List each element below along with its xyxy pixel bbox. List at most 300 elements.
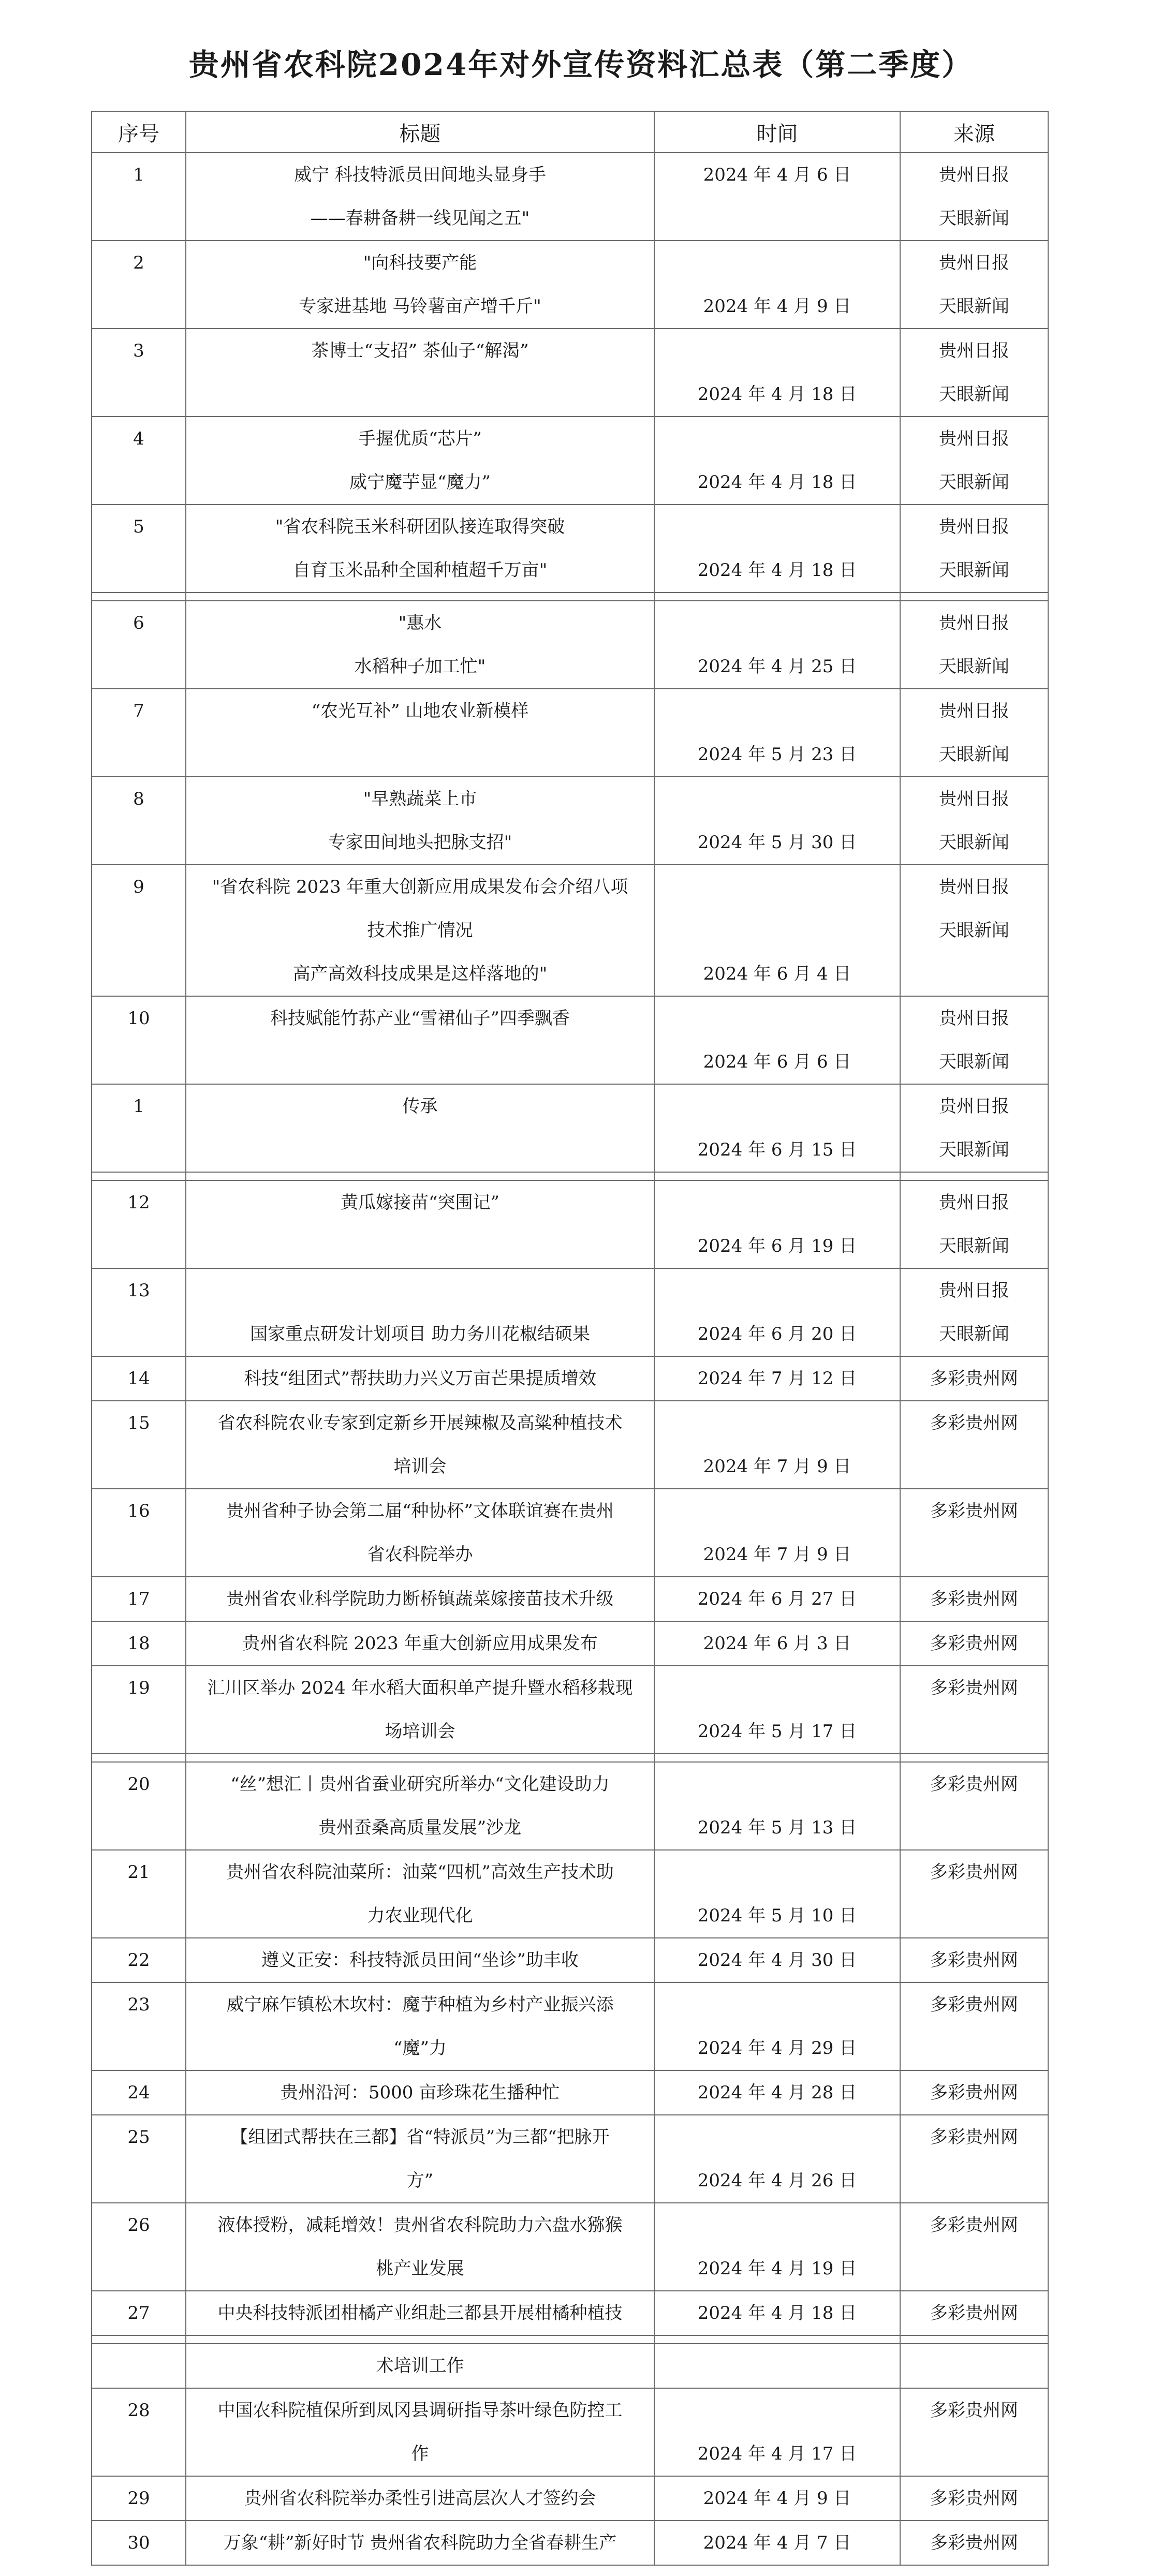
row-title (186, 1621, 654, 1666)
row-source-line: 贵州日报 (939, 789, 1009, 809)
row-number-text: 1 (133, 1096, 144, 1117)
row-title-line: “农光互补” 山地农业新模样 (311, 701, 529, 721)
row-source-line: 天眼新闻 (939, 1052, 1009, 1072)
row-source-line: 多彩贵州网 (930, 1633, 1018, 1654)
row-title (186, 777, 654, 865)
row-time-line (655, 2203, 900, 2247)
row-time-line: 2024 年 4 月 6 日 (703, 165, 851, 185)
row-title-line: 传承 (402, 1096, 438, 1117)
table-row (92, 601, 1048, 689)
header-title: 标题 (186, 111, 654, 153)
row-time-line (655, 865, 900, 909)
separator-cell (92, 1172, 186, 1180)
row-time-line: 2024 年 7 月 9 日 (703, 1544, 851, 1565)
row-time-line (655, 2389, 900, 2432)
row-title-line: 水稻种子加工忙" (354, 656, 486, 677)
row-time-line (655, 1269, 900, 1312)
row-title-line: 省农科院举办 (367, 1544, 473, 1565)
row-source-line: 天眼新闻 (939, 472, 1009, 493)
row-title-line: 贵州省农科院 2023 年重大创新应用成果发布 (242, 1633, 598, 1654)
row-source (900, 1084, 1048, 1172)
row-time (654, 2476, 900, 2521)
row-time-line: 2024 年 6 月 19 日 (697, 1236, 857, 1256)
row-title (186, 1982, 654, 2070)
row-number-text: 2 (133, 253, 144, 273)
row-number (92, 689, 186, 777)
row-number-text: 17 (127, 1589, 150, 1609)
row-time-line: 2024 年 7 月 12 日 (697, 1368, 857, 1389)
row-number-text: 22 (127, 1950, 150, 1971)
row-number (92, 601, 186, 689)
row-source-line: 天眼新闻 (939, 1324, 1009, 1344)
row-title (186, 2344, 654, 2388)
row-source-line: 多彩贵州网 (930, 1368, 1018, 1389)
row-source-line: 多彩贵州网 (930, 2303, 1018, 2323)
table-row (92, 865, 1048, 996)
row-number (92, 2344, 186, 2388)
row-time (654, 417, 900, 505)
row-title-line: 培训会 (393, 1456, 447, 1477)
row-number-text: 7 (133, 701, 144, 721)
row-source (900, 1850, 1048, 1938)
row-source-line: 多彩贵州网 (930, 1589, 1018, 1609)
row-title-line: 省农科院农业专家到定新乡开展辣椒及高粱种植技术 (217, 1413, 623, 1433)
row-source-line: 多彩贵州网 (930, 1501, 1018, 1521)
row-title (186, 241, 654, 329)
row-number (92, 329, 186, 417)
row-number (92, 2476, 186, 2521)
separator-cell (186, 593, 654, 601)
row-time-line (655, 1489, 900, 1533)
row-number-text: 15 (127, 1413, 150, 1433)
row-source-line: 天眼新闻 (939, 920, 1009, 941)
row-source-line (901, 952, 1048, 996)
row-number-text: 24 (127, 2082, 150, 2103)
row-number (92, 1356, 186, 1401)
row-title (186, 1762, 654, 1850)
row-title-line: 贵州省种子协会第二届“种协杯”文体联谊赛在贵州 (226, 1501, 614, 1521)
row-title-line: "省农科院 2023 年重大创新应用成果发布会介绍八项 (212, 877, 628, 897)
row-source (900, 689, 1048, 777)
row-source-line (901, 2432, 1048, 2476)
row-time (654, 2291, 900, 2335)
row-source-line: 多彩贵州网 (930, 2215, 1018, 2236)
separator-cell (92, 1754, 186, 1762)
row-title-line: 黄瓜嫁接苗“突围记” (341, 1192, 499, 1213)
row-title (186, 1356, 654, 1401)
separator-cell (186, 1172, 654, 1180)
row-source (900, 777, 1048, 865)
row-source (900, 1489, 1048, 1577)
row-source-line: 贵州日报 (939, 516, 1009, 537)
row-time-line: 2024 年 4 月 9 日 (703, 296, 851, 317)
row-number-text: 26 (127, 2215, 150, 2236)
separator-cell (900, 1754, 1048, 1762)
row-title-line: 液体授粉，减耗增效！贵州省农科院助力六盘水猕猴 (217, 2215, 623, 2236)
row-number (92, 865, 186, 996)
row-title (186, 2388, 654, 2476)
row-source (900, 2291, 1048, 2335)
row-time (654, 1850, 900, 1938)
row-number (92, 1666, 186, 1754)
row-number (92, 2070, 186, 2115)
table-row (92, 2203, 1048, 2291)
row-title-line: 威宁麻乍镇松木坎村：魔芋种植为乡村产业振兴添 (226, 1994, 614, 2015)
row-title (186, 1938, 654, 1982)
row-time-line: 2024 年 5 月 13 日 (697, 1817, 857, 1838)
row-source (900, 241, 1048, 329)
row-source-line: 贵州日报 (939, 1096, 1009, 1117)
row-time (654, 2521, 900, 2565)
row-source (900, 505, 1048, 593)
row-number (92, 241, 186, 329)
table-row (92, 1577, 1048, 1621)
row-source (900, 2203, 1048, 2291)
separator-cell (900, 2335, 1048, 2344)
row-title-line: 场培训会 (385, 1721, 455, 1742)
row-title-line: 方” (406, 2170, 434, 2191)
header-time: 时间 (654, 111, 900, 153)
table-row (92, 1938, 1048, 1982)
row-number (92, 505, 186, 593)
row-time-line: 2024 年 4 月 18 日 (697, 560, 857, 581)
row-title-line: “魔”力 (393, 2038, 447, 2059)
row-source-line: 多彩贵州网 (930, 2082, 1018, 2103)
table-row (92, 329, 1048, 417)
row-number-text: 29 (127, 2488, 150, 2509)
row-source-line (901, 2026, 1048, 2070)
section-separator (92, 1172, 1048, 1180)
row-title-line: 力农业现代化 (367, 1905, 473, 1926)
table-row (92, 1621, 1048, 1666)
row-number (92, 1762, 186, 1850)
row-number-text: 18 (127, 1633, 150, 1654)
row-time-line (655, 1850, 900, 1894)
row-title (186, 1401, 654, 1489)
row-source (900, 417, 1048, 505)
row-title-line: 技术推广情况 (367, 920, 473, 941)
row-number-text: 19 (127, 1678, 150, 1698)
table-row (92, 2070, 1048, 2115)
row-time (654, 1356, 900, 1401)
row-time-line (655, 1181, 900, 1224)
section-separator (92, 2335, 1048, 2344)
row-number-text: 3 (133, 340, 144, 361)
row-number-text: 9 (133, 877, 144, 897)
row-source-line: 多彩贵州网 (930, 1950, 1018, 1971)
row-time-line: 2024 年 4 月 7 日 (703, 2533, 851, 2553)
row-source-line: 贵州日报 (939, 253, 1009, 273)
row-source (900, 329, 1048, 417)
row-title (186, 1268, 654, 1356)
row-time-line: 2024 年 4 月 25 日 (697, 656, 857, 677)
table-row (92, 996, 1048, 1084)
header-num: 序号 (92, 111, 186, 153)
row-title-line: 贵州省农业科学院助力断桥镇蔬菜嫁接苗技术升级 (226, 1589, 614, 1609)
row-title-line: 贵州省农科院油菜所：油菜“四机”高效生产技术助 (226, 1862, 614, 1883)
row-number-text: 1 (133, 165, 144, 185)
row-time-line: 2024 年 7 月 9 日 (703, 1456, 851, 1477)
row-source (900, 1621, 1048, 1666)
row-time (654, 153, 900, 241)
row-time-line: 2024 年 4 月 9 日 (703, 2488, 851, 2509)
row-time-line (655, 689, 900, 733)
row-source-line: 天眼新闻 (939, 208, 1009, 229)
row-source-line: 天眼新闻 (939, 656, 1009, 677)
row-time-line (655, 197, 900, 240)
row-time (654, 1489, 900, 1577)
row-title-line (186, 1040, 654, 1084)
separator-cell (900, 1172, 1048, 1180)
row-title-line: 贵州蚕桑高质量发展”沙龙 (318, 1817, 522, 1838)
row-title (186, 689, 654, 777)
row-source-line: 多彩贵州网 (930, 1994, 1018, 2015)
row-time (654, 1401, 900, 1489)
row-source (900, 1356, 1048, 1401)
table-row (92, 505, 1048, 593)
row-title-line (186, 733, 654, 776)
table-row (92, 1982, 1048, 2070)
row-source-line (901, 2247, 1048, 2290)
row-number-text: 27 (127, 2303, 150, 2323)
row-number (92, 2291, 186, 2335)
row-source (900, 1180, 1048, 1268)
table-row (92, 2388, 1048, 2476)
row-source-line (901, 1445, 1048, 1488)
row-time-line (655, 417, 900, 461)
separator-cell (654, 593, 900, 601)
row-title-line: "早熟蔬菜上市 (363, 789, 477, 809)
row-source (900, 601, 1048, 689)
row-time (654, 601, 900, 689)
row-source-line: 贵州日报 (939, 165, 1009, 185)
row-number-text: 25 (127, 2127, 150, 2148)
row-source (900, 1982, 1048, 2070)
row-time-line: 2024 年 4 月 29 日 (697, 2038, 857, 2059)
row-number-text: 28 (127, 2400, 150, 2421)
section-separator (92, 1754, 1048, 1762)
table-row (92, 1666, 1048, 1754)
row-source-line: 多彩贵州网 (930, 1678, 1018, 1698)
row-source (900, 2115, 1048, 2203)
section-separator (92, 593, 1048, 601)
row-source (900, 1666, 1048, 1754)
row-number (92, 1621, 186, 1666)
row-source-line: 天眼新闻 (939, 1139, 1009, 1160)
row-title (186, 2203, 654, 2291)
row-time (654, 1268, 900, 1356)
row-title (186, 1084, 654, 1172)
row-time (654, 1762, 900, 1850)
table-row (92, 153, 1048, 241)
row-source-line (901, 1806, 1048, 1849)
row-time (654, 1180, 900, 1268)
row-number (92, 2521, 186, 2565)
row-source-line (901, 2344, 1048, 2388)
row-number (92, 1489, 186, 1577)
row-title-line (186, 1128, 654, 1172)
row-title-line: 威宁魔芋显“魔力” (349, 472, 491, 493)
row-number (92, 2388, 186, 2476)
row-number (92, 1577, 186, 1621)
row-number (92, 1401, 186, 1489)
row-time-line (655, 777, 900, 821)
row-number-text: 30 (127, 2533, 150, 2553)
row-time (654, 2344, 900, 2388)
row-source-line: 贵州日报 (939, 1008, 1009, 1029)
table-row (92, 1356, 1048, 1401)
row-time-line: 2024 年 6 月 3 日 (703, 1633, 851, 1654)
row-title-line: 国家重点研发计划项目 助力务川花椒结硕果 (250, 1324, 590, 1344)
row-title (186, 1666, 654, 1754)
row-time-line: 2024 年 6 月 27 日 (697, 1589, 857, 1609)
row-source-line (901, 1710, 1048, 1753)
row-time-line: 2024 年 6 月 15 日 (697, 1139, 857, 1160)
row-number (92, 1938, 186, 1982)
row-source-line: 天眼新闻 (939, 560, 1009, 581)
row-source-line: 贵州日报 (939, 1280, 1009, 1301)
table-row (92, 2476, 1048, 2521)
row-title-line: "向科技要产能 (363, 253, 477, 273)
row-number-text: 13 (127, 1280, 150, 1301)
row-time (654, 1621, 900, 1666)
row-number (92, 2203, 186, 2291)
row-title-line: ——春耕备耕一线见闻之五" (310, 208, 530, 229)
row-title-line: 自育玉米品种全国种植超千万亩" (292, 560, 548, 581)
row-source-line: 贵州日报 (939, 1192, 1009, 1213)
row-number (92, 777, 186, 865)
row-title-line: 科技赋能竹荪产业“雪裙仙子”四季飘香 (270, 1008, 570, 1029)
row-source (900, 1577, 1048, 1621)
row-source (900, 1401, 1048, 1489)
row-title (186, 505, 654, 593)
row-source (900, 996, 1048, 1084)
separator-cell (654, 1172, 900, 1180)
row-source-line (901, 1533, 1048, 1576)
row-title-line: 术培训工作 (376, 2356, 464, 2376)
row-source (900, 1268, 1048, 1356)
row-source-line: 多彩贵州网 (930, 2127, 1018, 2148)
row-title (186, 2521, 654, 2565)
row-source-line: 贵州日报 (939, 701, 1009, 721)
row-time (654, 2388, 900, 2476)
row-title-line: 贵州沿河：5000 亩珍珠花生播种忙 (280, 2082, 560, 2103)
row-number-text: 21 (127, 1862, 150, 1883)
row-title-line: 中国农科院植保所到凤冈县调研指导茶叶绿色防控工 (217, 2400, 623, 2421)
row-time-line (655, 1085, 900, 1128)
row-title-line (186, 1269, 654, 1312)
row-title (186, 1850, 654, 1938)
row-time-line: 2024 年 4 月 18 日 (697, 472, 857, 493)
row-title-line: 桃产业发展 (376, 2258, 464, 2279)
separator-cell (900, 593, 1048, 601)
table-row (92, 777, 1048, 865)
row-time-line: 2024 年 5 月 23 日 (697, 744, 857, 765)
table-row (92, 1084, 1048, 1172)
row-title-line: 万象“耕”新好时节 贵州省农科院助力全省春耕生产 (223, 2533, 617, 2553)
row-time (654, 865, 900, 996)
table-row (92, 2115, 1048, 2203)
row-source-line (901, 1894, 1048, 1937)
row-time-line (655, 505, 900, 549)
row-time-line (655, 1401, 900, 1445)
row-title-line: “丝”想汇丨贵州省蚕业研究所举办“文化建设助力 (230, 1774, 610, 1795)
row-number (92, 1850, 186, 1938)
row-time-line: 2024 年 6 月 6 日 (703, 1052, 851, 1072)
row-number (92, 996, 186, 1084)
row-title (186, 1577, 654, 1621)
table-row (92, 417, 1048, 505)
row-time-line (655, 997, 900, 1040)
row-time-line (655, 1763, 900, 1806)
row-source (900, 865, 1048, 996)
row-number-text: 16 (127, 1501, 150, 1521)
table-row (92, 2521, 1048, 2565)
row-time-line: 2024 年 5 月 30 日 (697, 832, 857, 853)
row-title-line: 作 (411, 2444, 429, 2464)
table-row (92, 1401, 1048, 1489)
row-time (654, 1938, 900, 1982)
row-title-line: 中央科技特派团柑橘产业组赴三都县开展柑橘种植技 (217, 2303, 623, 2323)
row-source-line: 多彩贵州网 (930, 1774, 1018, 1795)
row-time-line: 2024 年 4 月 18 日 (697, 384, 857, 405)
table-row (92, 2291, 1048, 2335)
row-title (186, 153, 654, 241)
row-time-line (655, 601, 900, 645)
table-row (92, 1850, 1048, 1938)
row-time (654, 505, 900, 593)
row-number-text: 23 (127, 1994, 150, 2015)
table-row (92, 689, 1048, 777)
row-title-line: "省农科院玉米科研团队接连取得突破 (275, 516, 565, 537)
row-time-line: 2024 年 4 月 28 日 (697, 2082, 857, 2103)
separator-cell (186, 1754, 654, 1762)
row-source (900, 2344, 1048, 2388)
row-title-line: 手握优质“芯片” (358, 428, 482, 449)
document-title: 贵州省农科院2024年对外宣传资料汇总表（第二季度） (188, 47, 974, 82)
row-title (186, 2291, 654, 2335)
row-source-line: 天眼新闻 (939, 296, 1009, 317)
row-title (186, 417, 654, 505)
row-source-line: 贵州日报 (939, 877, 1009, 897)
row-source-line: 多彩贵州网 (930, 1862, 1018, 1883)
row-time (654, 996, 900, 1084)
row-number-text: 12 (127, 1192, 150, 1213)
row-source-line: 天眼新闻 (939, 1236, 1009, 1256)
row-title (186, 2070, 654, 2115)
row-source (900, 1938, 1048, 1982)
table-row (92, 1762, 1048, 1850)
row-time-line (655, 241, 900, 285)
row-time-line: 2024 年 4 月 26 日 (697, 2170, 857, 2191)
row-time (654, 2115, 900, 2203)
row-number (92, 1268, 186, 1356)
row-number-text: 5 (133, 516, 144, 537)
row-number-text: 4 (133, 428, 144, 449)
row-title (186, 1180, 654, 1268)
row-time-line: 2024 年 4 月 30 日 (697, 1950, 857, 1971)
row-time-line: 2024 年 5 月 10 日 (697, 1905, 857, 1926)
row-number (92, 1084, 186, 1172)
row-source-line: 多彩贵州网 (930, 2400, 1018, 2421)
row-time (654, 1982, 900, 2070)
row-number-text: 10 (127, 1008, 150, 1029)
row-time (654, 1577, 900, 1621)
table-row (92, 1180, 1048, 1268)
row-source-line: 天眼新闻 (939, 832, 1009, 853)
row-source-line (901, 2159, 1048, 2202)
separator-cell (92, 2335, 186, 2344)
